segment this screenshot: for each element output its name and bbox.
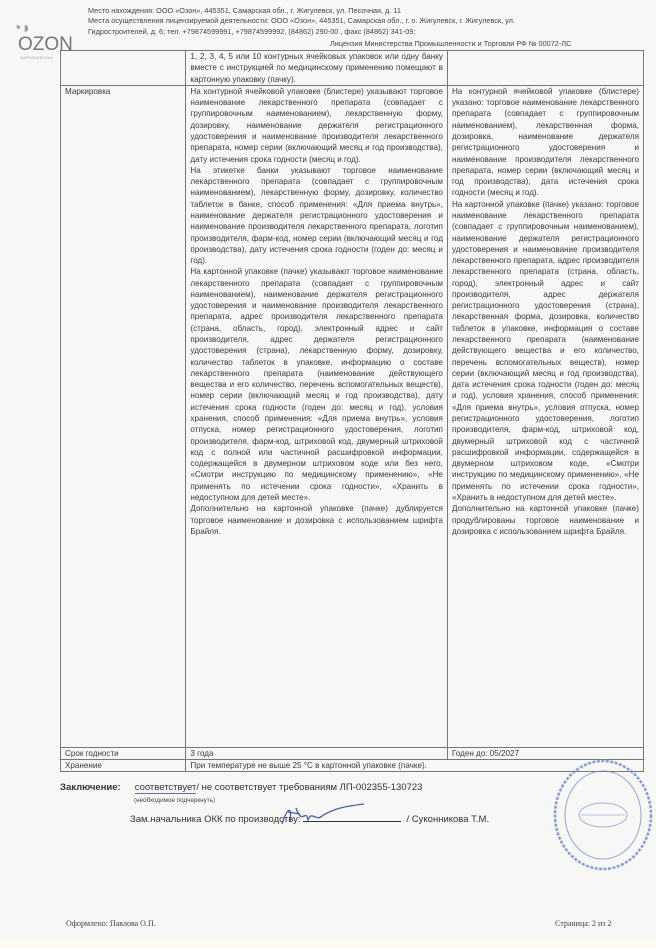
spec-table <box>60 50 644 772</box>
page-number: Страница: 2 из 2 <box>555 919 612 928</box>
letterhead-address: Место нахождения: ООО «Озон», 445351, Самарская обл., г. Жигулевск, ул. Песочная, д. 11 <box>88 6 401 15</box>
paragraph: На картонной упаковке (пачке) указывают торговое наименование лекарственного препарата (совпадает с группировочным наименованием), наименование держателя регистрационного удостоверения и наименование производителя лекарственного препарата, адрес производителя лекарственного препарата (страна, область, город), электронный адрес и сайт производителя, адрес держателя регистрационного удостоверения (страна), лекарственную форму, дозировку, количество таблеток в упаковке, информацию о составе лекарственного препарата (наименование действующего вещества и его количество, перечень вспомогательных веществ), номер серии (включающий месяц и год производства), дату истечения срока годности (годен до: месяц и год), условия хранения, способ применения: «Для приема внутрь», условия отпуска, номер регистрационного удостоверения, логотип производителя, фарм-код, штриховой код, двумерный штриховой код с полной или частичной расшифровкой информации, содержащейся в двумерном штриховом коде или без него, «Смотри инструкцию по медицинскому применению», «Не применять по истечении срока годности», «Хранить в недоступном для детей месте». <box>190 267 443 502</box>
paragraph: Дополнительно на картонной упаковке (пачке) дублируется торговое наименование и дозировка с использованием шрифта Брайля. <box>190 504 443 536</box>
conclusion-label: Заключение: <box>60 782 121 793</box>
conclusion-note: (необходимое подчеркнуть) <box>134 797 216 804</box>
requirement-cell <box>186 85 448 747</box>
paragraph: Дополнительно на картонной упаковке (пачке) продублированы торговое наименование и дозировка с использованием шрифта Брайля. <box>451 504 639 536</box>
table-row <box>61 51 644 86</box>
letterhead-contacts: Гидростроителей, д. 6; тел. +79874599991, +79874599992, (84862) 290-00 , факс (84862) 341-09; <box>88 26 416 36</box>
license-line: Лицензия Министерства Промышленности и Торговли РФ № 00072-ЛС <box>330 39 572 48</box>
paragraph: На контурной ячейковой упаковке (блистере) указывают торговое наименование лекарственного препарата (совпадает с группировочным наименованием), лекарственную форму, дозировку, наименование держателя регистрационного удостоверения и наименование производителя лекарственного препарата, номер серии (включающий месяц и год производства), дату истечения срока годности (месяц и год). <box>190 86 443 164</box>
conclusion <box>60 782 422 793</box>
paragraph: На этикетке банки указывают торговое наименование лекарственного препарата (совпадает с группировочным наименованием), лекарственную форму, дозировку, количество таблеток в банке, способ применения: «Для приема внутрь», наименование держателя регистрационного удостоверения и наименование производителя лекарственного препарата, логотип производителя, фарм-код, номер серии (включающий месяц и год производства), дату истечения срока годности (годен до: месяц и год). <box>190 165 443 266</box>
prepared-by: Оформлено: Павлова О.П. <box>66 919 156 928</box>
result-cell <box>447 85 643 747</box>
row-label: Хранение <box>61 760 186 772</box>
official-stamp-icon <box>545 755 653 873</box>
paragraph: На картонной упаковке (пачке) указано: торговое наименование лекарственного препарата (совпадает с группировочным наименованием), наименование держателя регистрационного удостоверения и наименование производителя лекарственного препарата, адрес производителя лекарственного препарата (страна, область, город), электронный адрес и сайт производителя, адрес держателя регистрационного удостоверения (страна), лекарственная форма, дозировка, количество таблеток в упаковке, информация о составе лекарственного препарата (наименование действующего вещества и его количество, перечень вспомогательных веществ), номер серии (включающий месяц и год производства), дата истечения срока годности (годен до: месяц и год), условия хранения, способ применения: «Для приема внутрь», условия отпуска, номер регистрационного удостоверения, логотип производителя, фарм-код, штриховой код, двумерный штриховой код с частичной расшифровкой информации, содержащейся в двумерном штриховом коде, «Смотри инструкцию по медицинскому применению», «Не применять по истечении срока годности», «Хранить в недоступном для детей месте». <box>451 199 639 502</box>
logo-subtext: ФАРМАЦЕВТИКА <box>20 55 53 60</box>
logo-mark-icon: ◔◗ <box>12 20 32 37</box>
handwritten-signature-icon <box>278 802 368 832</box>
paragraph: На контурной ячейковой упаковке (блистере) указано: торговое наименование лекарственного препарата (совпадает с группировочным наименованием), лекарственная форма, дозировка, наименование держателя регистрационного удостоверения и наименование производителя лекарственного препарата, номер серии (включающий месяц и год производства), дата истечения срока годности (месяц и год). <box>451 86 639 198</box>
row-label: Срок годности <box>61 747 186 759</box>
conclusion-option-complies: соответствует <box>134 782 197 793</box>
requirement-cell: 3 года <box>186 747 448 759</box>
signer-position: Зам.начальника ОКК по производству: <box>130 814 301 825</box>
letterhead <box>88 6 515 37</box>
signer-name: / Суконникова Т.М. <box>406 814 490 825</box>
logo-text: OZON <box>18 34 73 55</box>
table-row-marking <box>61 85 644 747</box>
result-cell: Годен до: 05/2027 <box>447 747 643 759</box>
page-edge <box>0 940 656 948</box>
row-label <box>61 51 186 86</box>
letterhead-activity-location: Места осуществления лицензируемой деятельности: ООО «Озон», 445351, Самарская обл., г. о. Жигулевск, г. Жигулевск, ул. <box>88 16 515 26</box>
conclusion-rest: / не соответствует требованиям ЛП-002355-130723 <box>196 782 423 793</box>
result-cell <box>447 51 643 86</box>
requirement-cell: 1, 2, 3, 4, 5 или 10 контурных ячейковых упаковок или одну банку вместе с инструкцией по медицинскому применению помещают в картонную упаковку (пачку). <box>186 51 448 86</box>
requirement-cell: При температуре не выше 25 °С в картонной упаковке (пачке). <box>186 760 644 772</box>
row-label: Маркировка <box>61 85 186 747</box>
